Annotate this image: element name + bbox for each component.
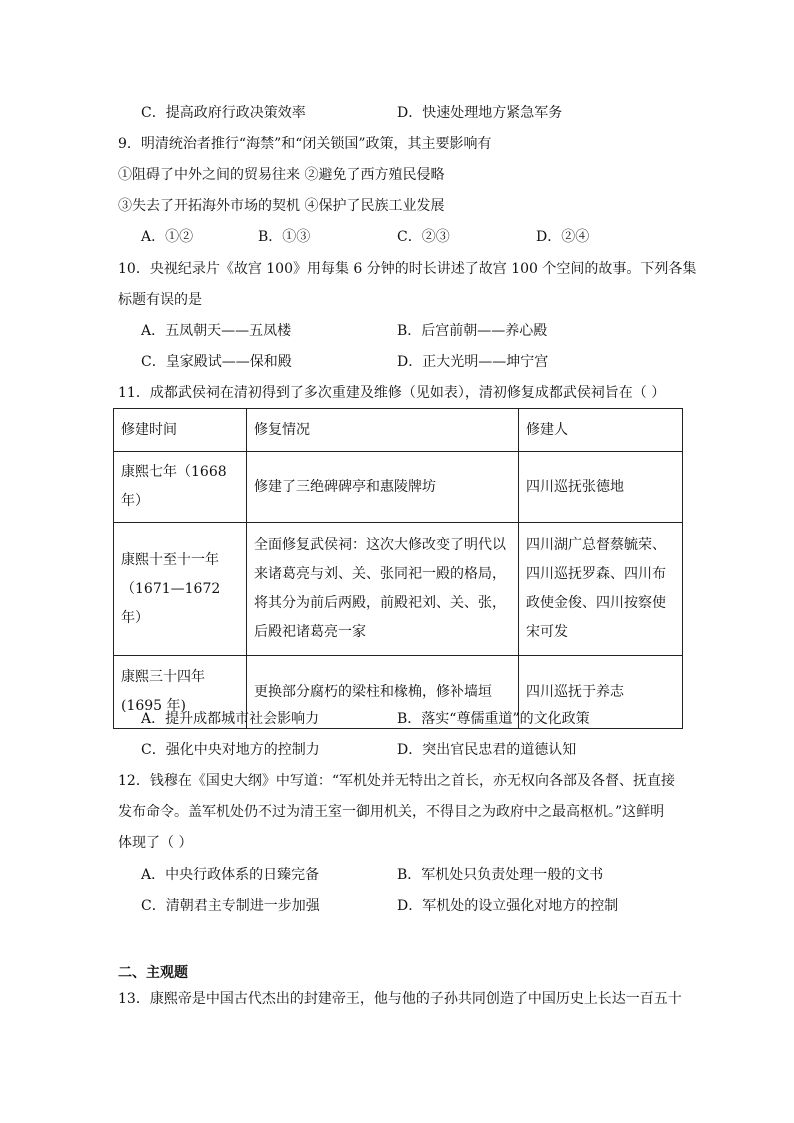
table-cell-builder: 四川巡抚于养志: [519, 656, 683, 729]
q12-stem-line2: 发布命令。盖军机处仍不过为清王室一御用机关，不得目之为政府中之最高枢机。”这鲜明: [118, 804, 665, 820]
table-cell-time: 康熙三十四年(1695 年): [114, 656, 247, 729]
q10-stem-line2: 标题有误的是: [118, 292, 202, 308]
q9-items-line2: ③失去了开拓海外市场的契机 ④保护了民族工业发展: [118, 198, 445, 214]
table-header-time: 修建时间: [114, 409, 247, 452]
q12-option-b: B．军机处只负责处理一般的文书: [397, 867, 604, 883]
q10-option-a: A．五凤朝天——五凤楼: [141, 323, 292, 339]
q12-stem-line1: 12．钱穆在《国史大纲》中写道：“军机处并无特出之首长，亦无权向各部及各督、抚直接: [118, 773, 675, 789]
table-cell-situation: 更换部分腐朽的梁柱和椽桷，修补墙垣: [247, 656, 519, 729]
table-row: [114, 523, 683, 656]
table-row: [114, 452, 683, 523]
table-header-situation: 修复情况: [247, 409, 519, 452]
q11-option-d: D．突出官民忠君的道德认知: [397, 742, 577, 758]
table-cell-builder: 四川湖广总督蔡毓荣、四川巡抚罗森、四川布政使金俊、四川按察使宋可发: [519, 523, 683, 656]
q9-option-d: D．②④: [536, 229, 590, 245]
table-cell-time: 康熙七年（1668 年）: [114, 452, 247, 523]
q9-option-b: B．①③: [258, 229, 311, 245]
q12-option-d: D．军机处的设立强化对地方的控制: [397, 898, 619, 914]
q12-option-c: C．清朝君主专制进一步加强: [141, 898, 320, 914]
q10-option-b: B．后宫前朝——养心殿: [397, 323, 548, 339]
q9-option-a: A．①②: [141, 229, 194, 245]
table-cell-situation: 修建了三绝碑碑亭和惠陵牌坊: [247, 452, 519, 523]
q9-option-c: C．②③: [397, 229, 450, 245]
q12-option-a: A．中央行政体系的日臻完备: [141, 867, 320, 883]
table-cell-builder: 四川巡抚张德地: [519, 452, 683, 523]
q11-option-a: A．提升成都城市社会影响力: [141, 711, 320, 727]
q11-stem: 11．成都武侯祠在清初得到了多次重建及维修（见如表），清初修复成都武侯祠旨在（ ）: [118, 385, 666, 401]
q9-items-line1: ①阻碍了中外之间的贸易往来 ②避免了西方殖民侵略: [118, 167, 445, 183]
table-header-builder: 修建人: [519, 409, 683, 452]
q11-option-c: C．强化中央对地方的控制力: [141, 742, 320, 758]
q8-option-d: D．快速处理地方紧急军务: [397, 105, 563, 121]
table-cell-situation: 全面修复武侯祠：这次大修改变了明代以来诸葛亮与刘、关、张同祀一殿的格局，将其分为前后两殿，前殿祀刘、关、张，后殿祀诸葛亮一家: [247, 523, 519, 656]
q12-stem-line3: 体现了（ ）: [118, 835, 193, 851]
repair-history-table: [113, 408, 683, 729]
table-cell-time: 康熙十至十一年（1671—1672 年）: [114, 523, 247, 656]
q8-option-c: C．提高政府行政决策效率: [141, 105, 306, 121]
q10-stem-line1: 10．央视纪录片《故宫 100》用每集 6 分钟的时长讲述了故宫 100 个空间的故事。下列各集: [118, 261, 697, 277]
q13-stem-line1: 13．康熙帝是中国古代杰出的封建帝王，他与他的子孙共同创造了中国历史上长达一百五十: [118, 991, 682, 1007]
table-header-row: [114, 409, 683, 452]
q11-option-b: B．落实“尊儒重道”的文化政策: [397, 711, 590, 727]
section-title: 二、主观题: [118, 965, 188, 981]
q10-option-c: C．皇家殿试——保和殿: [141, 354, 292, 370]
q10-option-d: D．正大光明——坤宁宫: [397, 354, 549, 370]
q9-stem: 9．明清统治者推行“海禁”和“闭关锁国”政策，其主要影响有: [118, 136, 492, 152]
